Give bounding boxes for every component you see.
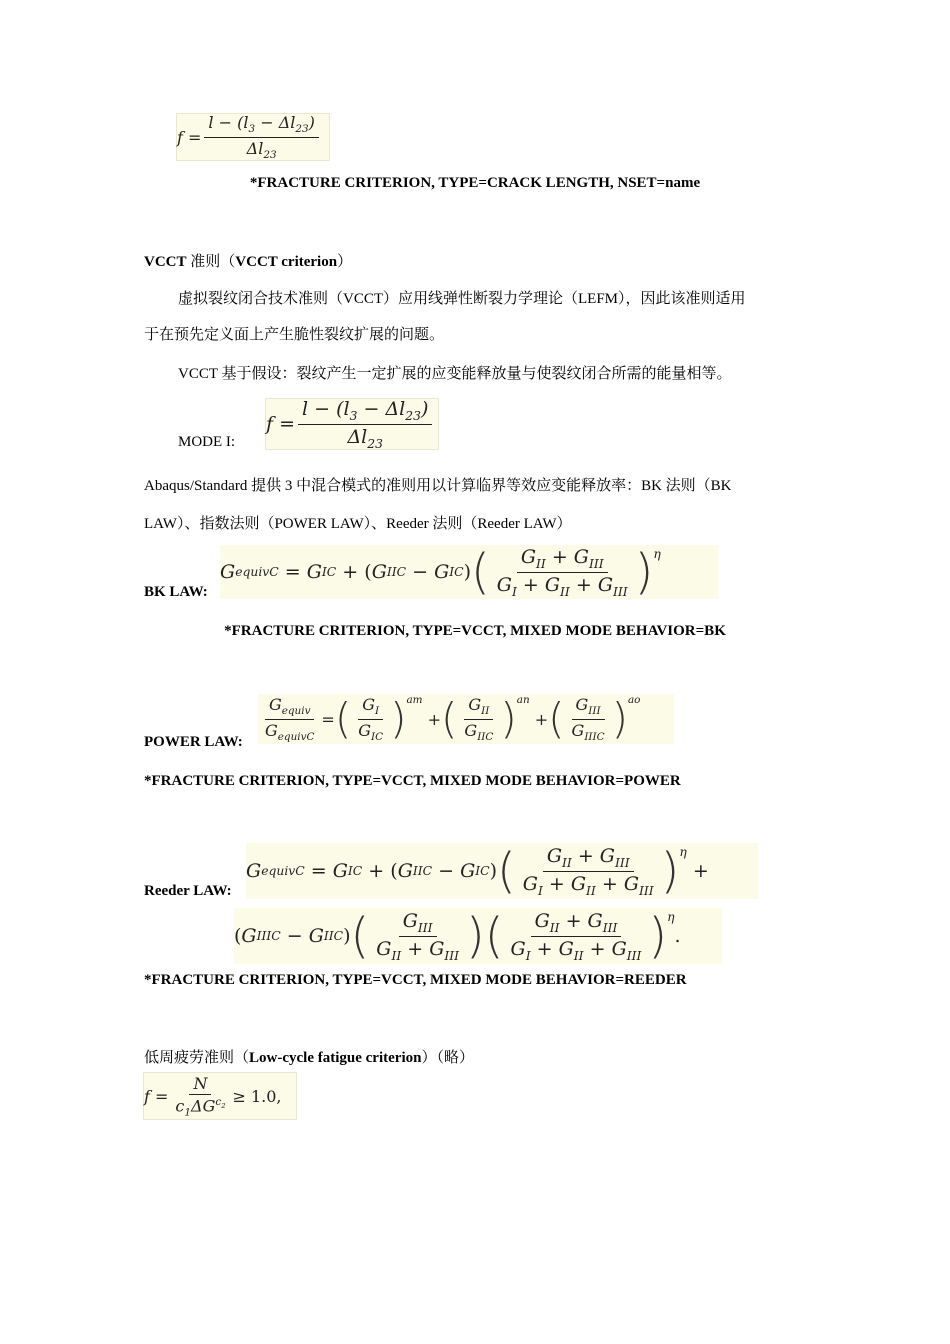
vcct-paragraph-1-line-2: 于在预先定义面上产生脆性裂纹扩展的问题。 xyxy=(144,327,445,343)
low-cycle-fatigue-heading: 低周疲劳准则（Low-cycle fatigue criterion）（略） xyxy=(144,1050,474,1066)
crack-length-equation: f = $\frac{l - (l_3 - \Delta l_{23})}{\Delta l_{23}}$ xyxy=(176,113,330,161)
power-law-equation: $\frac{G_{equiv}}{G_{equivC}}$ = ( $\frac{G_I}{G_{IC}}$ ) $^{am}$ + ( $\frac{G_{II}}{G_{IIC}}$ ) $^{an}$ + ( $\frac{G_{III}}{G_{IIIC}}$ ) $^{ao}$ xyxy=(258,694,674,744)
vcct-paragraph-1-line-1: 虚拟裂纹闭合技术准则（VCCT）应用线弹性断裂力学理论（LEFM），因此该准则适用 xyxy=(178,291,746,307)
bk-law-equation: G equivC = G IC + ( G IIC − G IC ) ( $\frac{G_{II} + G_{III}}{G_I + G_{II} + G_{III}}$ ) $^\eta$ xyxy=(220,545,718,599)
mode-i-label: MODE I: xyxy=(178,434,236,450)
bk-law-command: *FRACTURE CRITERION, TYPE=VCCT, MIXED MODE BEHAVIOR=BK xyxy=(224,623,726,639)
reeder-law-command: *FRACTURE CRITERION, TYPE=VCCT, MIXED MODE BEHAVIOR=REEDER xyxy=(144,972,687,988)
reeder-law-label: Reeder LAW: xyxy=(144,883,232,899)
power-law-label: POWER LAW: xyxy=(144,734,243,750)
abaqus-paragraph-line-1: Abaqus/Standard 提供 3 中混合模式的准则用以计算临界等效应变能释放率：BK 法则（BK xyxy=(144,478,732,494)
low-cycle-fatigue-equation: f = $\frac{N}{c_1\Delta G^{c_2}}$ ≥ 1.0, xyxy=(143,1072,297,1120)
reeder-law-equation-line-1: G equivC = G IC + ( G IIC − G IC ) ( $\frac{G_{II} + G_{III}}{G_I + G_{II} + G_{III}}$ ) $^\eta$ + xyxy=(246,843,758,899)
vcct-paragraph-2: VCCT 基于假设：裂纹产生一定扩展的应变能释放量与使裂纹闭合所需的能量相等。 xyxy=(178,366,732,382)
reeder-law-equation-line-2: ( G IIIC − G IIC ) ( $\frac{G_{III}}{G_{II} + G_{III}}$ ) ( $\frac{G_{II} + G_{III}}{G_I + G_{II} + G_{III}}$ ) $^\eta$ . xyxy=(234,908,722,964)
bk-law-label: BK LAW: xyxy=(144,584,208,600)
vcct-heading: VCCT 准则（VCCT criterion） xyxy=(144,254,353,270)
mode-i-equation: f = $\frac{l - (l_3 - \Delta l_{23})}{\Delta l_{23}}$ xyxy=(265,398,439,450)
abaqus-paragraph-line-2: LAW）、指数法则（POWER LAW）、Reeder 法则（Reeder LAW） xyxy=(144,516,572,532)
crack-length-command: *FRACTURE CRITERION, TYPE=CRACK LENGTH, NSET=name xyxy=(249,175,701,191)
power-law-command: *FRACTURE CRITERION, TYPE=VCCT, MIXED MODE BEHAVIOR=POWER xyxy=(144,773,681,789)
